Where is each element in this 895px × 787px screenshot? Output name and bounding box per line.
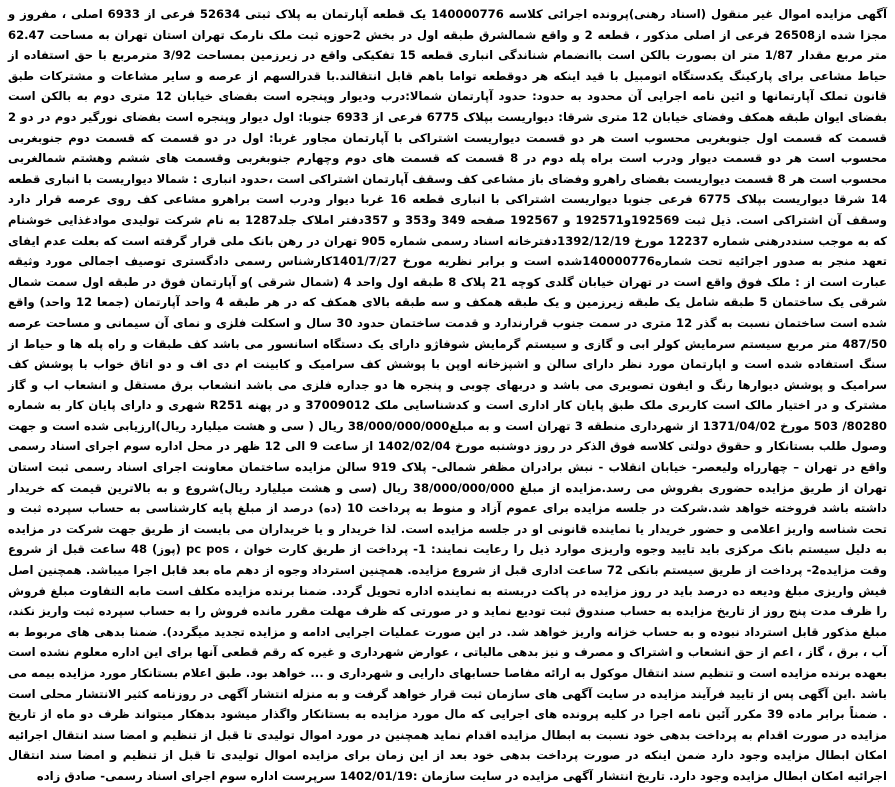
auction-notice-body: آگهی مزایده اموال غیر منقول (اسناد رهنی)پرونده اجرائی کلاسه 140000776 یک قطعه آپارتمان به پلاک ثبتی 52634 فرعی از 6933 اصلی ، مفروز و مجزا شده از26508 فرعی از اصلی مذکور ، قطعه 2 و واقع شمالشرق طبقه اول در بخش 2حوزه ثبت ملک نارمک تهران استان تهران به مساحت 62.47 متر مربع مقدار 1/87 متر ان بصورت بالکن است باانضمام شناندگی انباری قطعه 15 تفکیکی واقع در زیرزمین بمساحت 3/92 مترمربع با حق استفاده از حیاط مشاعی برای پارکینگ یکدستگاه اتومبیل با قید اینکه هر دوقطعه تواما باهم قابل انتقالند.با قدرالسهم از عرصه و سایر مشاعات و مشترکات طبق قانون تملک آپارتمانها و ائین نامه اجرایی آن محدود به حدود: حدود آپارتمان شمالا:درب ودیوار وپنجره است بفضای خیابان 12 متری دوم به بالکن است بفضای ایوان طبقه همکف وفضای خیابان 12 متری شرقا: دیواریست بپلاک 6775 فرعی از 6933 جنوبا: اول دیوار وپنجره است بفضای نورگیر دوم در دو 2 قسمت که قسمت اول جنوبغربی محسوب است هر دو قسمت دیواریست اشتراکی با آپارتمان مجاور غربا: اول در دو قسمت که قسمت دوم جنوبغربی محسوب است هر دو قسمت دیوار ودرب است براه پله دوم در 8 قسمت که قسمت های دوم وچهارم جنوبغربی وقسمت های ششم وهشتم شمالغربی محسوب است هر 8 قسمت دیواریست بفضای راهرو وفضای باز مشاعی کف وسقف آپارتمان اشتراکی است ،حدود انباری : شمالا دیواریست با انباری قطعه 14 شرقا دیواریست بپلاک 6775 فرعی جنوبا دیواریست اشتراکی با انباری قطعه 16 غربا دیوار ودرب است براهرو مشاعی کف روی عرصه قرار دارد وسقف آن اشتراکی است. ذیل ثبت 192569و192571 و 192567 صفحه 349 و353 و 357دفتر املاک جلد1287 به نام شرکت تولیدی موادغذایی خوشنام که به موجب سنددرهنی شماره 12237 مورخ 1392/12/19دفترخانه اسناد رسمی شماره 905 تهران در رهن بانک ملی قرار گرفته است که بعلت عدم ایفای تعهد منجر به صدور اجرائیه تحت شماره140000776شده است و برابر نظریه مورخ 1401/7/27کارشناس رسمی دادگستری توصیف اجمالی مورد وثیقه عبارت است از : ملک فوق واقع است در تهران خیابان گلدی کوچه 21 پلاک 8 طبقه اول واحد 4 (شمال شرقی )و آپارتمان فوق در طبقه اول سمت شمال شرقی یک ساختمان 5 طبقه شامل یک طبقه زیرزمین و یک طبقه همکف و سه طبقه بالای همکف که در هر طبقه 4 واحد آپارتمان (جمعا 12 واحد) واقع شده است ساختمان نسبت به گذر 12 متری در سمت جنوب قرارندارد و قدمت ساختمان حدود 30 سال و اسکلت فلزی و نمای آن سیمانی و مساحت عرصه 487/50 متر مربع سیستم سرمایش کولر ابی و گازی و سیستم گرمایش شوفاژو دارای یک دستگاه اسانسور می باشد کف طبقات و راه پله ها و حیاط از سنگ استفاده شده است و اپارتمان مورد نظر دارای سالن و اشپزخانه اوپن با پوشش کف سرامیک و کابینت ام دی اف و دو اتاق خواب با پوشش کف سرامیک و پوشش دیوارها رنگ و ایفون تصویری می باشد و دربهای چوبی و پنجره ها دو جداره فلزی می باشد انشعاب برق مستقل و انشعاب اب و گاز مشترک و در اختیار مالک است کاربری ملک طبق پایان کار اداری است و کدشناسایی ملک 37009012 و در پهنه R251 شهری و دارای پایان کار به شماره 80280/ 503 مورخ 1371/04/02 از شهرداری منطقه 3 تهران است و به مبلغ38/000/000/000 ریال ( سی و هشت میلیارد ریال)ارزیابی شده است و جهت وصول طلب بستانکار و حقوق دولتی کلاسه فوق الذکر در روز دوشنبه مورخ 1402/02/04 از ساعت 9 الی 12 ظهر در محل اداره سوم اجرای اسناد رسمی واقع در تهران – چهارراه ولیعصر- خیابان انقلاب - نبش برادران مظفر شمالی- پلاک 919 سالن مزایده ساختمان معاونت اجرای اسناد رسمی ثبت استان تهران از طریق مزایده حضوری بفروش می رسد.مزایده از مبلغ 38/000/000/000 ریال (سی و هشت میلیارد ریال)شروع و به بالاترین قیمت که خریدار داشته باشد فروخته خواهد شد.شرکت در جلسه مزایده برای عموم آزاد و منوط به پرداخت 10 (ده) درصد از مبلغ پایه کارشناسی به حساب سپرده ثبت و تحت شناسه واریز اعلامی و حضور خریدار یا نماینده قانونی او در جلسه مزایده است. لذا خریدار و یا خریداران می بایست از طریق جهت شرکت در مزایده به دلیل سیستم بانک مرکزی باید تایید وجوه واریزی موارد ذیل را رعایت نمایند: 1- پرداخت از طریق کارت خوان ، pc pos (پوز) 48 ساعت قبل از شروع وقت مزایده2- پرداخت از طریق سیستم بانکی 72 ساعت اداری قبل از شروع مزایده. همچنین استرداد وجوه از دهم ماه بعد قابل اجرا میباشد. همچنین اصل فیش واریزی مبلغ ودیعه ده درصد باید در روز مزایده در پاکت دربسته به نماینده اداره تحویل گردد. ضمنا برنده مزایده مکلف است مابه التفاوت مبلغ فروش را ظرف مدت پنج روز از تاریخ مزایده به حساب صندوق ثبت تودیع نماید و در صورتی که ظرف مهلت مقرر مانده فروش را به حساب سپرده ثبت واریز نکند، مبلغ مذکور قابل استرداد نبوده و به حساب خزانه واریز خواهد شد. در این صورت عملیات اجرایی ادامه و مزایده تجدید میگردد). ضمنا بدهی های مربوط به آب ، برق ، گاز ، اعم از حق انشعاب و اشتراک و مصرف و نیز بدهی مالیاتی ، عوارض شهرداری و غیره که رقم قطعی آنها برای این اداره معلوم نشده است بعهده برنده مزایده است و تنظیم سند انتقال موکول به ارائه مفاصا حسابهای دارایی و شهرداری و ... خواهد بود. طبق اعلام بستانکار مورد مزایده بیمه می باشد .این آگهی پس از تایید فرآیند مزایده در سایت آگهی های سازمان ثبت قرار خواهد گرفت و به منزله انتشار آگهی در روزنامه کثیر الانتشار محلی است . ضمناً برابر ماده 39 مکرر آئین نامه اجرا در کلیه پرونده های اجرایی که مال مورد مزایده به بستانکار واگذار میشود بدهکار میتواند ظرف دو ماه از تاریخ مزایده در صورت اقدام به پرداخت بدهی خود نسبت به ابطال مزایده اقدام نماید همچنین در مورد اموال تولیدی تا قبل از تنظیم و امضا سند انتقال اجرائیه امکان ابطال مزایده وجود دارد ضمن اینکه در صورت پرداخت بدهی خود بعد از این زمان برای مزایده اموال تولیدی تا قبل از تنظیم و امضا سند انتقال اجرائیه امکان ابطال مزایده وجود دارد. تاریخ انتشار آگهی مزایده در سایت سازمان :1402/01/19 سرپرست اداره سوم اجرای اسناد رسمی- صادق زاده bbox=[7, 7, 888, 783]
auction-notice bbox=[7, 4, 888, 783]
